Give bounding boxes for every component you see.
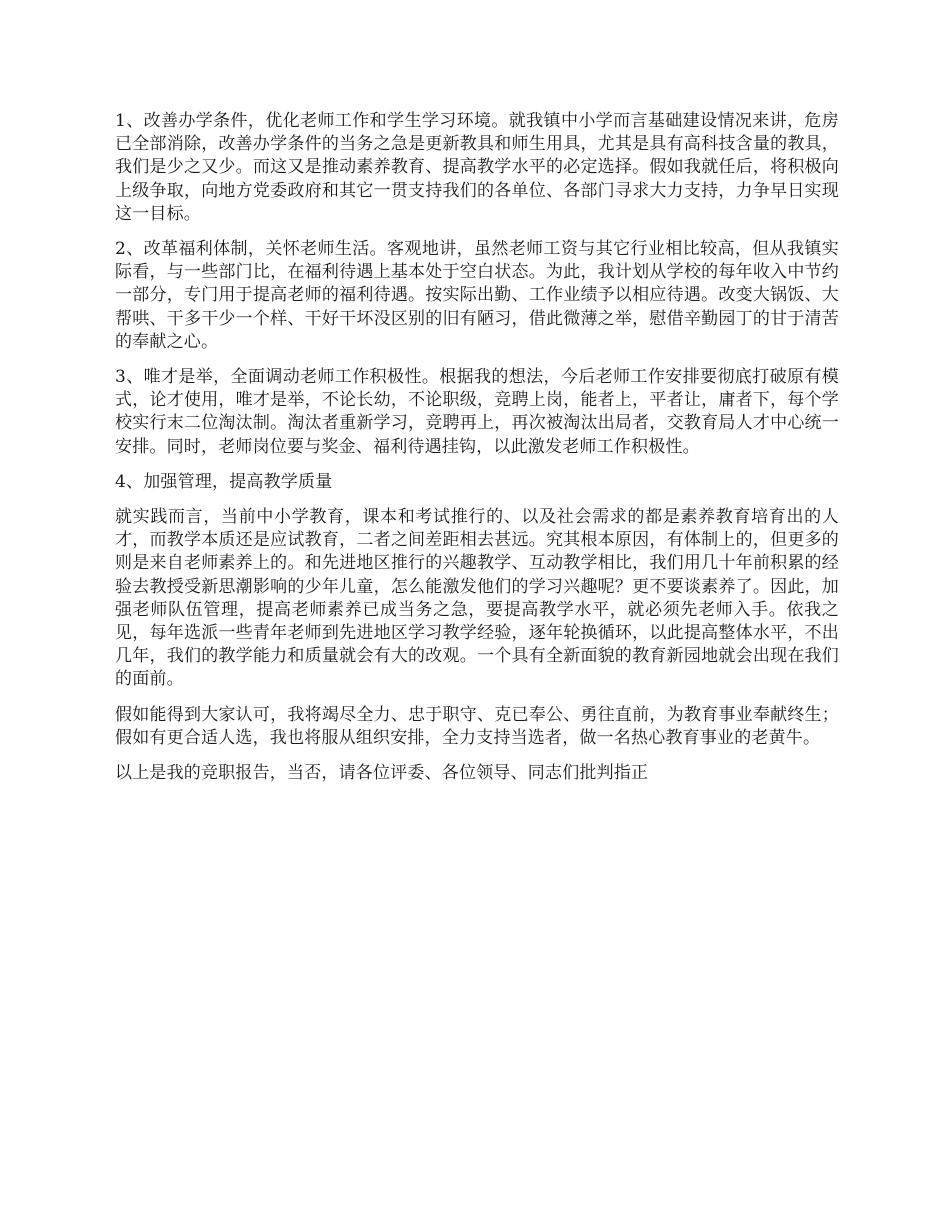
paragraph-item-2-welfare-reform: 2、改革福利体制，关怀老师生活。客观地讲，虽然老师工资与其它行业相比较高，但从我镇实际看，与一些部门比，在福利待遇上基本处于空白状态。为此，我计划从学校的每年收入中节约一部分，专门用于提高老师的福利待遇。按实际出勤、工作业绩予以相应待遇。改变大锅饭、大帮哄、干多干少一个样、干好干坏没区别的旧有陋习，借此微薄之举，慰借辛勤园丁的甘于清苦的奉献之心。 (115, 239, 839, 352)
paragraph-closing: 以上是我的竞职报告，当否，请各位评委、各位领导、同志们批判指正 (115, 763, 649, 784)
paragraph-item-3-merit-selection: 3、唯才是举，全面调动老师工作积极性。根据我的想法，今后老师工作安排要彻底打破原有模式，论才使用，唯才是举，不论长幼，不论职级，竞聘上岗，能者上，平者让，庸者下，每个学校实行末二位淘汰制。淘汰者重新学习，竞聘再上，再次被淘汰出局者，交教育局人才中心统一安排。同时，老师岗位要与奖金、福利待遇挂钩，以此激发老师工作积极性。 (115, 367, 839, 457)
document-body (115, 110, 839, 797)
paragraph-commitment: 假如能得到大家认可，我将竭尽全力、忠于职守、克已奉公、勇往直前，为教育事业奉献终生；假如有更合适人选，我也将服从组织安排，全力支持当选者，做一名热心教育事业的老黄牛。 (115, 704, 839, 748)
paragraph-heading-4-management: 4、加强管理，提高教学质量 (115, 471, 333, 492)
paragraph-practice-analysis: 就实践而言，当前中小学教育，课本和考试推行的、以及社会需求的都是素养教育培育出的人才，而教学本质还是应试教育，二者之间差距相去甚远。究其根本原因，有体制上的，但更多的则是来自老师素养上的。和先进地区推行的兴趣教学、互动教学相比，我们用几十年前积累的经验去教授受新思潮影响的少年儿童，怎么能激发他们的学习兴趣呢？更不要谈素养了。因此，加强老师队伍管理，提高老师素养已成当务之急，要提高教学水平，就必须先老师入手。依我之见，每年选派一些青年老师到先进地区学习教学经验，逐年轮换循环，以此提高整体水平，不出几年，我们的教学能力和质量就会有大的改观。一个具有全新面貌的教育新园地就会出现在我们的面前。 (115, 507, 839, 690)
paragraph-item-1-improve-school-conditions: 1、改善办学条件，优化老师工作和学生学习环境。就我镇中小学而言基础建设情况来讲，危房已全部消除，改善办学条件的当务之急是更新教具和师生用具，尤其是具有高科技含量的教具，我们是少之又少。而这又是推动素养教育、提高教学水平的必定选择。假如我就任后，将积极向上级争取，向地方党委政府和其它一贯支持我们的各单位、各部门寻求大力支持，力争早日实现这一目标。 (115, 111, 839, 224)
